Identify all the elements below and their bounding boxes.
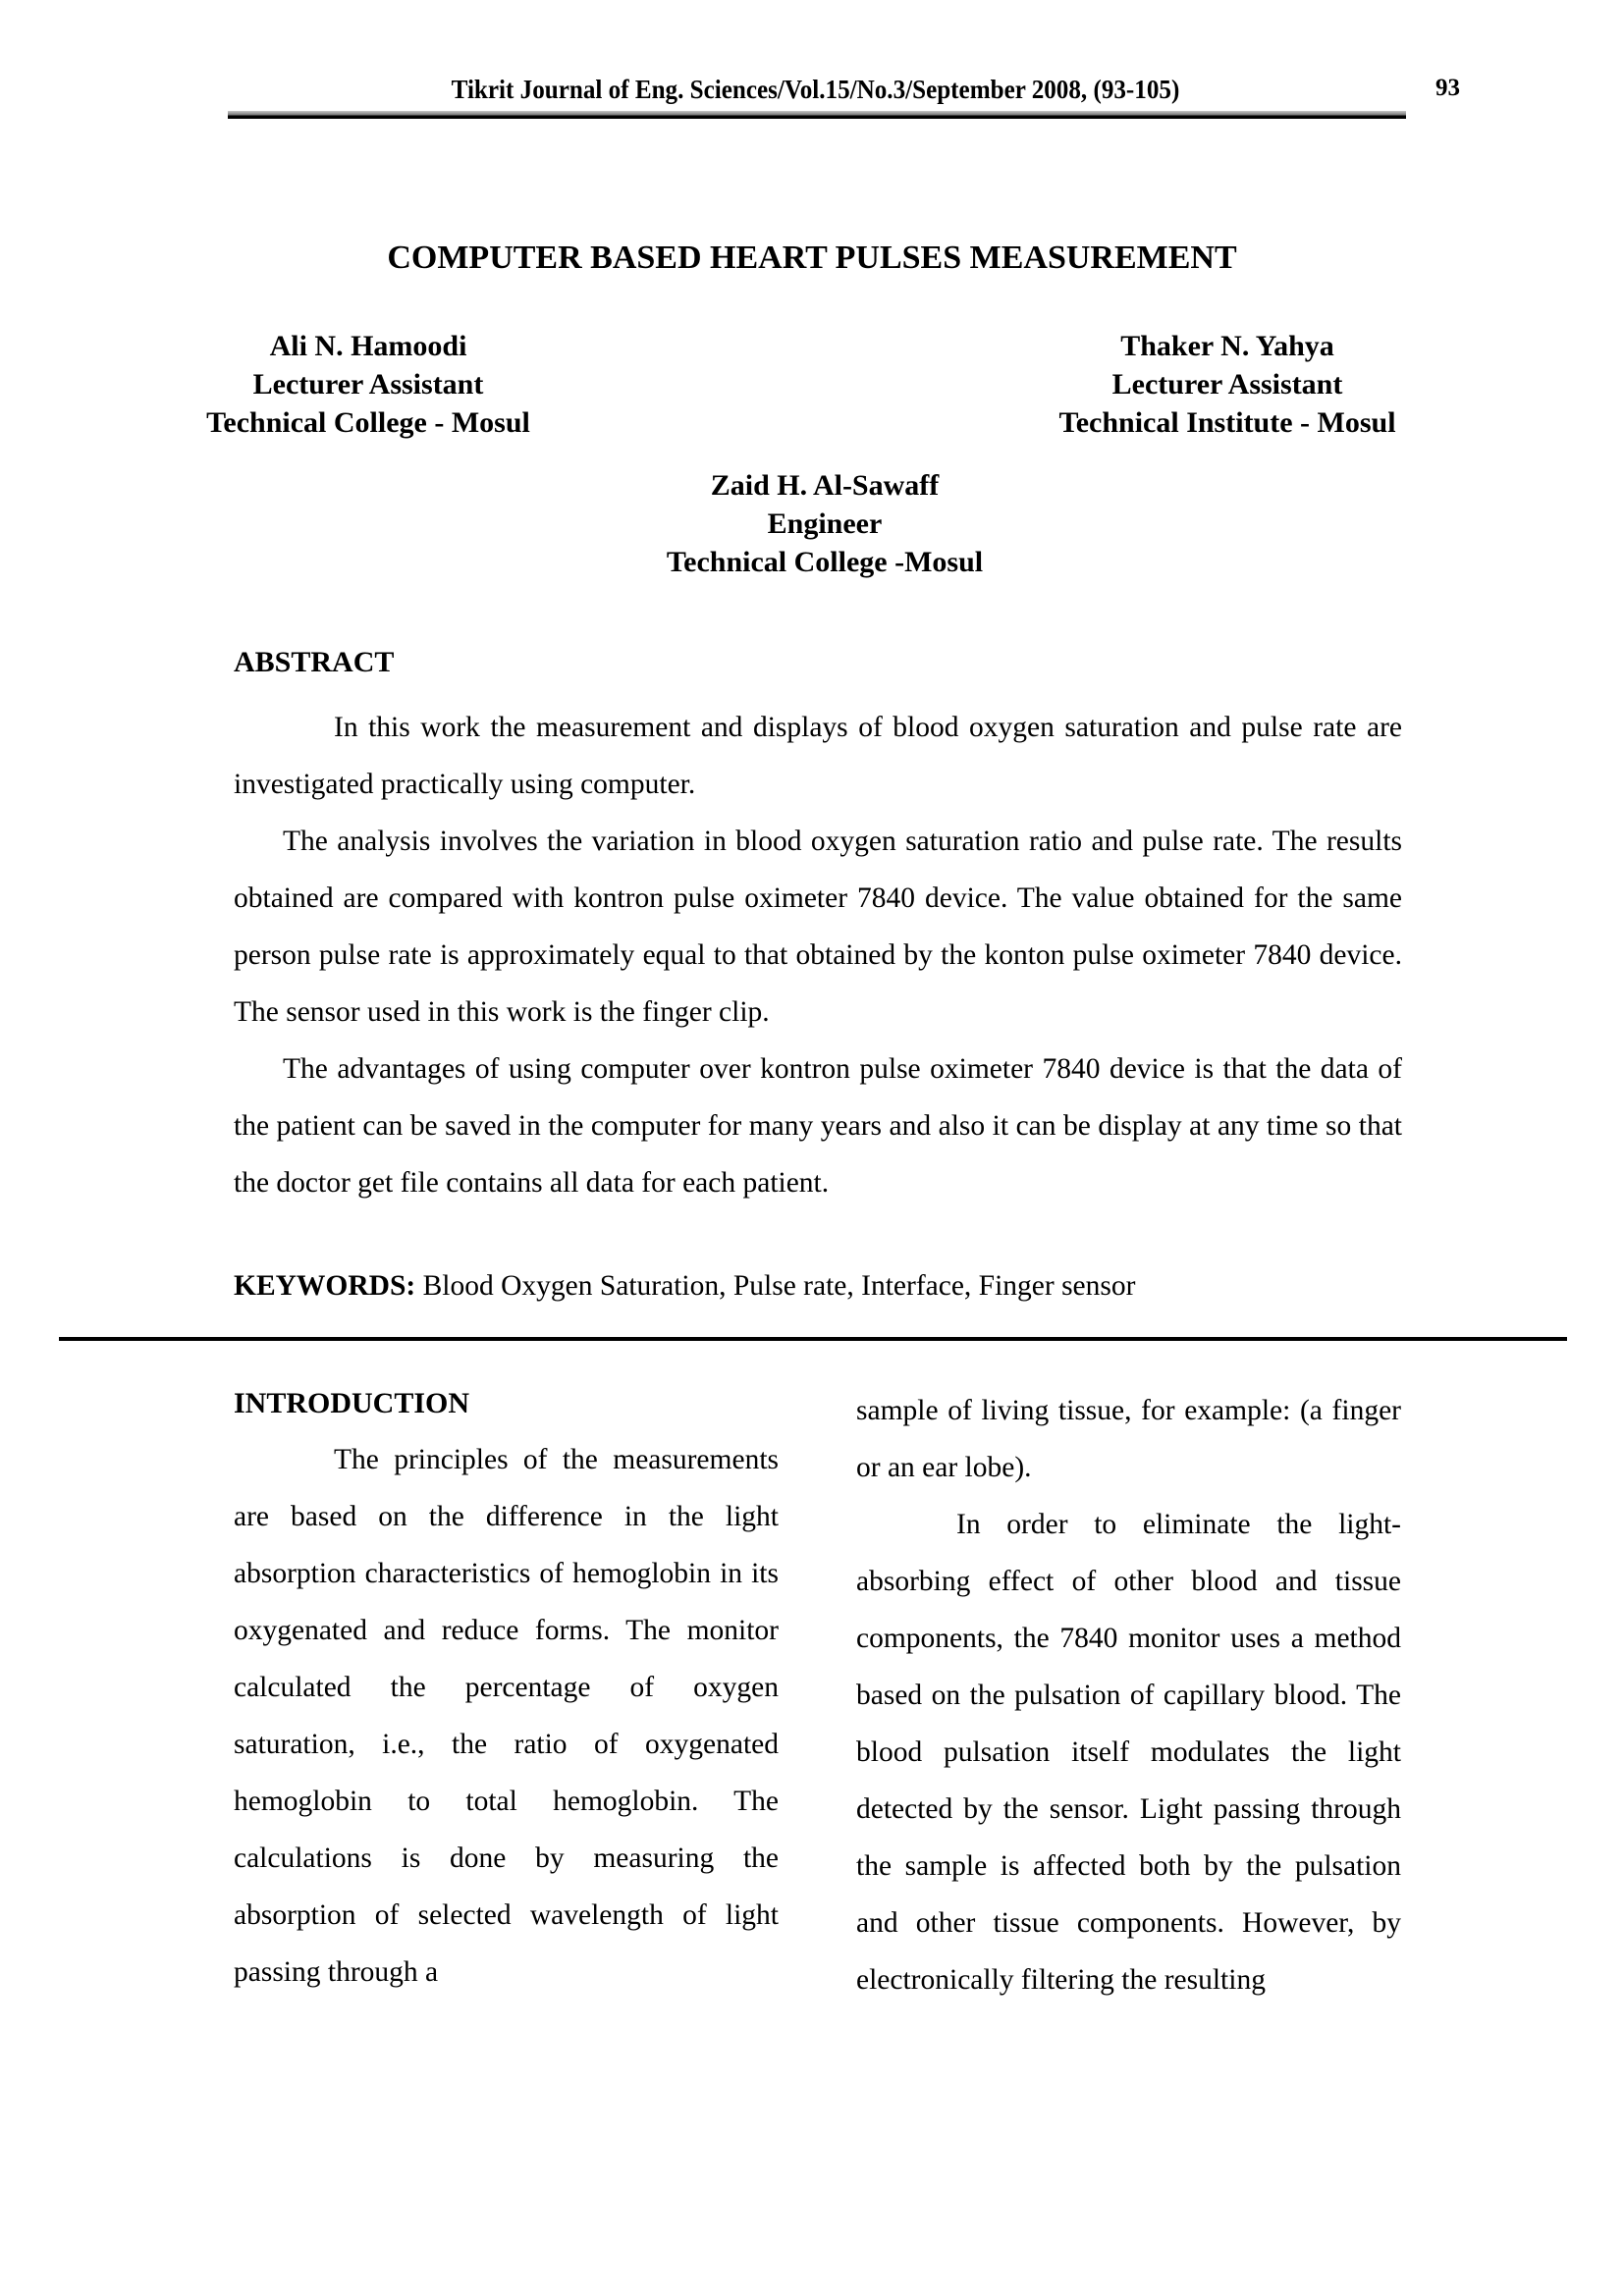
author-name: Zaid H. Al-Sawaff — [710, 469, 940, 502]
author-position: Lecturer Assistant — [252, 368, 484, 400]
abstract-body — [234, 699, 1402, 1211]
author-block-3 — [589, 466, 1060, 581]
introduction-right-column — [856, 1382, 1401, 2008]
author-block-2 — [1001, 327, 1453, 442]
abstract-paragraph: The analysis involves the variation in blood oxygen saturation ratio and pulse rate. The results obtained are compared with kontron pulse oximeter 7840 device. The value obtained for the same person pulse rate is approximately equal to that obtained by the konton pulse oximeter 7840 device. The sensor used in this work is the finger clip. — [234, 826, 1402, 1028]
abstract-paragraph: In this work the measurement and displays of blood oxygen saturation and pulse rate are investigated practically using computer. — [234, 712, 1402, 800]
body-paragraph: In order to eliminate the light-absorbing effect of other blood and tissue components, the 7840 monitor uses a method based on the pulsation of capillary blood. The blood pulsation itself modulates the light detected by the sensor. Light passing through the sample is affected both by the pulsation and other tissue components. However, by electronically filtering the resulting — [856, 1509, 1401, 1996]
keywords — [234, 1270, 1135, 1303]
author-name: Ali N. Hamoodi — [269, 330, 467, 362]
author-affiliation: Technical Institute - Mosul — [1058, 406, 1396, 439]
author-affiliation: Technical College - Mosul — [206, 406, 530, 439]
body-paragraph: The principles of the measurements are based on the difference in the light absorption characteristics of hemoglobin in its oxygenated and reduce forms. The monitor calculated the percentage of oxygen saturation, i.e., the ratio of oxygenated hemoglobin to total hemoglobin. The calculations is done by measuring the absorption of selected wavelength of light passing through a — [234, 1444, 779, 1988]
author-position: Lecturer Assistant — [1111, 368, 1343, 400]
introduction-heading: INTRODUCTION — [234, 1387, 470, 1419]
author-block-1 — [157, 327, 579, 442]
keywords-text: Blood Oxygen Saturation, Pulse rate, Interface, Finger sensor — [415, 1270, 1136, 1302]
author-affiliation: Technical College -Mosul — [666, 546, 984, 578]
header-rule — [228, 111, 1406, 119]
section-divider — [59, 1337, 1567, 1341]
keywords-label: KEYWORDS: — [234, 1270, 416, 1302]
author-position: Engineer — [767, 507, 883, 540]
running-head: Tikrit Journal of Eng. Sciences/Vol.15/No.3/September 2008, (93-105) — [451, 75, 1180, 104]
page-number: 93 — [1435, 75, 1460, 101]
abstract-paragraph: The advantages of using computer over kontron pulse oximeter 7840 device is that the data of the patient can be saved in the computer for many years and also it can be display at any time so that the doctor get file contains all data for each patient. — [234, 1053, 1402, 1199]
introduction-left-column — [234, 1382, 779, 2001]
paper-title: COMPUTER BASED HEART PULSES MEASUREMENT — [387, 240, 1237, 276]
author-name: Thaker N. Yahya — [1120, 330, 1334, 362]
abstract-heading: ABSTRACT — [234, 646, 395, 678]
body-paragraph: sample of living tissue, for example: (a finger or an ear lobe). — [856, 1395, 1401, 1483]
